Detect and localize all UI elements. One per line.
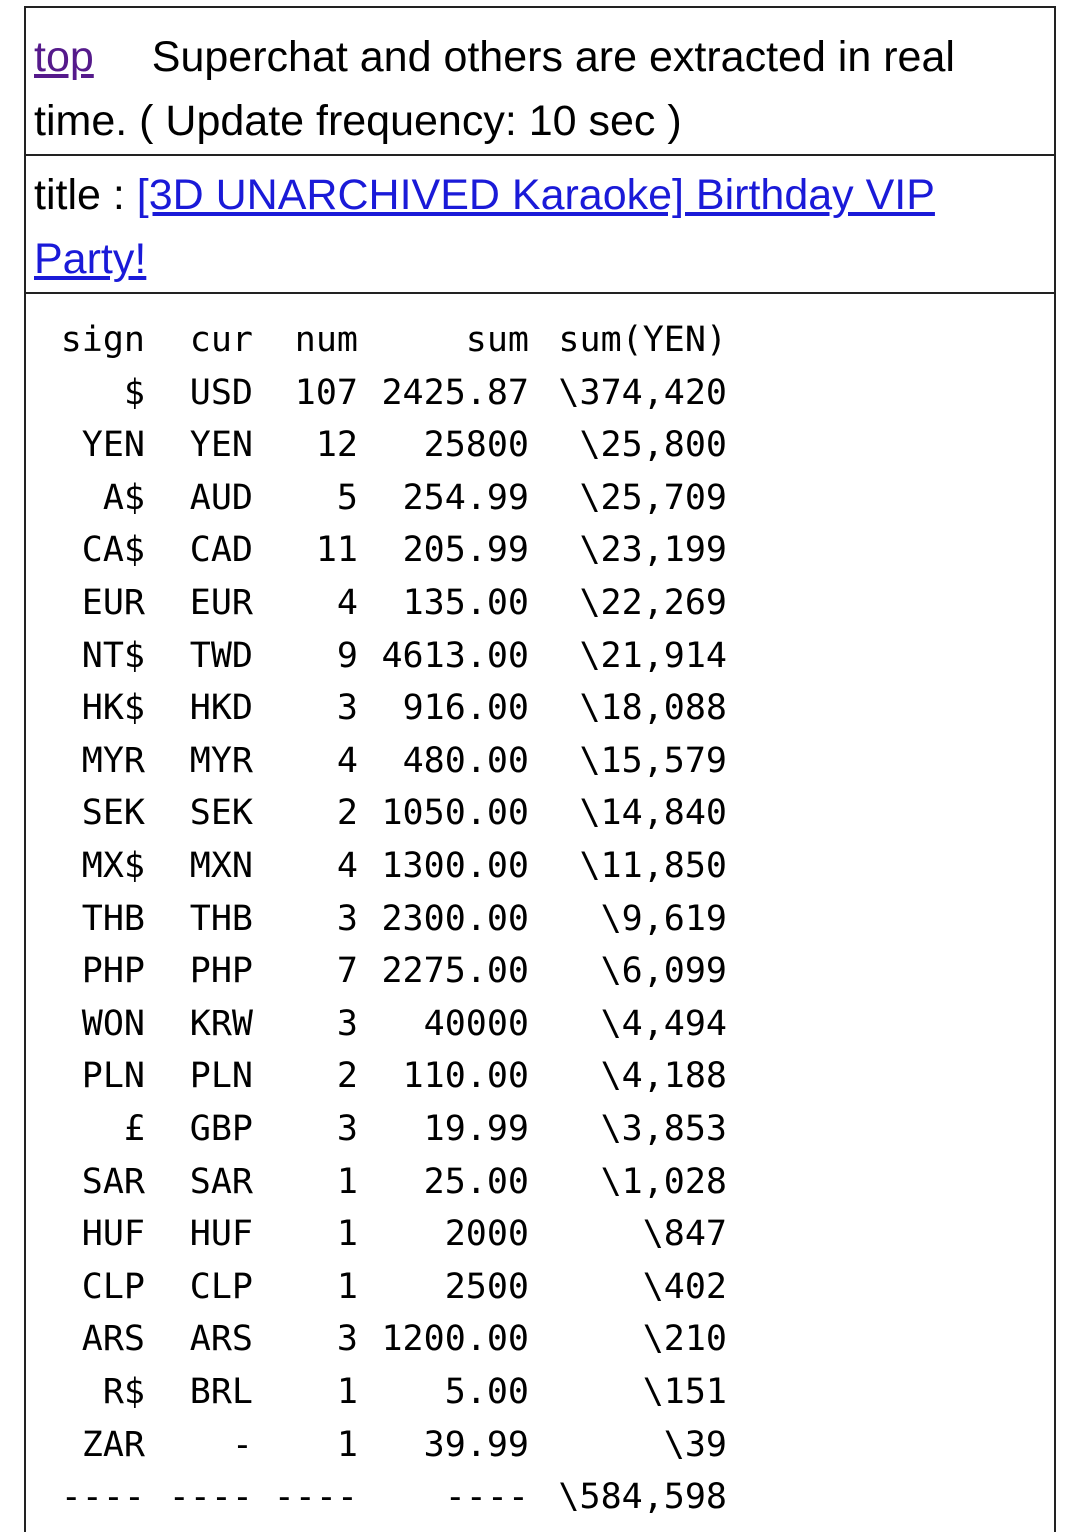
cell-cur: ARS (189, 1319, 253, 1360)
cell-cur: SAR (189, 1161, 253, 1202)
table-row (26, 945, 1054, 997)
title-line-2 (34, 234, 146, 284)
table-row (26, 1261, 1054, 1313)
cell-num: 4 (336, 846, 358, 886)
cell-cur: CLP (189, 1266, 253, 1307)
cell-sum-yen: \4,188 (600, 1056, 727, 1097)
cell-num: 7 (336, 951, 358, 992)
cell-num: 1 (336, 1161, 358, 1202)
cell-sum-yen: \23,199 (579, 530, 727, 571)
cell-sign: YEN (81, 425, 145, 466)
table-row (26, 840, 1054, 892)
cell-num: 1 (336, 1424, 358, 1465)
cell-sign: NT$ (81, 635, 145, 676)
cell-cur: - (231, 1424, 253, 1465)
cell-sum: 25.00 (423, 1161, 529, 1202)
cell-num: 5 (336, 477, 358, 518)
cell-sum: 480.00 (402, 740, 529, 781)
cell-sign: ARS (81, 1319, 145, 1360)
cell-cur: YEN (189, 425, 253, 466)
cell-num: 1 (336, 1372, 358, 1412)
cell-sum-yen: \25,800 (579, 425, 727, 466)
cell-sign: CA$ (81, 530, 145, 571)
cell-sign: ---- (60, 1477, 145, 1518)
table-row (26, 1208, 1054, 1260)
cell-sum: sum (465, 320, 529, 360)
cell-sum: 135.00 (402, 583, 529, 623)
cell-sum-yen: \1,028 (600, 1161, 727, 1202)
table-row (26, 630, 1054, 682)
cell-num: 1 (336, 1266, 358, 1307)
cell-sign: sign (60, 320, 145, 360)
cell-sign: PLN (81, 1056, 145, 1097)
cell-sum-yen: \374,420 (558, 372, 727, 413)
cell-sign: WON (81, 1003, 145, 1044)
cell-sum-yen: \210 (642, 1319, 727, 1360)
cell-cur: MXN (189, 846, 253, 886)
cell-sum-yen: \402 (642, 1266, 727, 1307)
cell-sum-yen: \25,709 (579, 477, 727, 518)
cell-num: 3 (336, 1003, 358, 1044)
cell-num: 107 (294, 372, 358, 413)
description-text: Superchat and others are extracted in real (151, 33, 955, 81)
cell-sum: 2300.00 (381, 898, 529, 939)
cell-cur: USD (189, 372, 253, 413)
table-row (26, 998, 1054, 1050)
table-row (26, 787, 1054, 839)
table-row (26, 1103, 1054, 1155)
table-row (26, 367, 1054, 419)
table-row (26, 893, 1054, 945)
cell-sum-yen: \847 (642, 1214, 727, 1255)
cell-num: 3 (336, 898, 358, 939)
table-row (26, 1366, 1054, 1418)
cell-num: 1 (336, 1214, 358, 1255)
cell-num: 11 (315, 530, 358, 571)
page-frame (24, 6, 1056, 1532)
cell-cur: KRW (189, 1003, 253, 1044)
cell-sign: THB (81, 898, 145, 939)
cell-sum: 4613.00 (381, 635, 529, 676)
cell-sum: 254.99 (402, 477, 529, 518)
cell-sum-yen: \14,840 (579, 793, 727, 834)
cell-cur: HUF (189, 1214, 253, 1255)
table-row (26, 1313, 1054, 1365)
table-row (26, 472, 1054, 524)
update-frequency-text: time. ( Update frequency: 10 sec ) (34, 97, 682, 145)
stream-title-link[interactable]: [3D UNARCHIVED Karaoke] Birthday VIP (136, 171, 935, 219)
cell-num: ---- (273, 1477, 358, 1518)
cell-sum: 205.99 (402, 530, 529, 571)
table-row (26, 524, 1054, 576)
cell-cur: PLN (189, 1056, 253, 1097)
cell-sign: HK$ (81, 688, 145, 729)
table-row (26, 1050, 1054, 1102)
cell-sum: 2500 (444, 1266, 529, 1307)
cell-sum-yen: sum(YEN) (558, 320, 727, 360)
cell-cur: BRL (189, 1372, 253, 1412)
title-line-1 (34, 170, 935, 220)
cell-sum-yen: \6,099 (600, 951, 727, 992)
cell-sum-yen: \22,269 (579, 583, 727, 623)
cell-num: 2 (336, 1056, 358, 1097)
table-row (26, 682, 1054, 734)
cell-sum: 1200.00 (381, 1319, 529, 1360)
cell-cur: EUR (189, 583, 253, 623)
cell-sign: PHP (81, 951, 145, 992)
cell-num: 9 (336, 635, 358, 676)
cell-sum: 5.00 (444, 1372, 529, 1412)
cell-sum: 2275.00 (381, 951, 529, 992)
stream-title-link-continued[interactable]: Party! (34, 235, 147, 283)
cell-sign: MX$ (81, 846, 145, 886)
cell-sum-yen: \18,088 (579, 688, 727, 729)
table-row (26, 419, 1054, 471)
cell-sum-yen: \11,850 (579, 846, 727, 886)
cell-sign: EUR (81, 583, 145, 623)
cell-cur: ---- (168, 1477, 253, 1518)
cell-num: 12 (315, 425, 358, 466)
cell-sum: 2425.87 (381, 372, 529, 413)
title-row (26, 156, 1054, 294)
cell-sum: 19.99 (423, 1109, 529, 1149)
cell-sign: £ (123, 1109, 145, 1149)
cell-sign: SEK (81, 793, 145, 834)
cell-cur: AUD (189, 477, 253, 518)
cell-sum-yen: \3,853 (600, 1109, 727, 1149)
top-link[interactable]: top (34, 33, 94, 81)
cell-num: 4 (336, 740, 358, 781)
cell-num: 4 (336, 583, 358, 623)
cell-sum: 1300.00 (381, 846, 529, 886)
cell-cur: MYR (189, 740, 253, 781)
table-row (26, 577, 1054, 629)
cell-sign: A$ (102, 477, 145, 518)
superchat-table (26, 294, 1054, 1518)
cell-sign: ZAR (81, 1424, 145, 1465)
table-header-row (26, 314, 1054, 366)
cell-sign: HUF (81, 1214, 145, 1255)
cell-sum-yen: \151 (642, 1372, 727, 1412)
cell-sum-yen: \4,494 (600, 1003, 727, 1044)
cell-sign: SAR (81, 1161, 145, 1202)
cell-cur: PHP (189, 951, 253, 992)
cell-cur: cur (189, 320, 253, 360)
cell-sum: 1050.00 (381, 793, 529, 834)
cell-sign: MYR (81, 740, 145, 781)
cell-sum-yen: \9,619 (600, 898, 727, 939)
cell-num: 3 (336, 1319, 358, 1360)
cell-num: 3 (336, 1109, 358, 1149)
header-line-1 (34, 32, 955, 82)
cell-sum: 25800 (423, 425, 529, 466)
cell-cur: GBP (189, 1109, 253, 1149)
cell-sign: CLP (81, 1266, 145, 1307)
cell-sum: 40000 (423, 1003, 529, 1044)
cell-sign: R$ (102, 1372, 145, 1412)
cell-sum-yen: \584,598 (558, 1477, 727, 1518)
cell-cur: HKD (189, 688, 253, 729)
cell-num: 2 (336, 793, 358, 834)
cell-sum: ---- (444, 1477, 529, 1518)
cell-sum: 2000 (444, 1214, 529, 1255)
cell-cur: THB (189, 898, 253, 939)
cell-sum-yen: \39 (663, 1424, 727, 1465)
cell-num: 3 (336, 688, 358, 729)
cell-cur: CAD (189, 530, 253, 571)
title-label: title : (34, 171, 137, 219)
cell-sum-yen: \21,914 (579, 635, 727, 676)
header-row (26, 8, 1054, 156)
cell-sign: $ (123, 372, 145, 413)
table-row (26, 1419, 1054, 1471)
table-row (26, 1156, 1054, 1208)
header-line-2 (34, 96, 682, 146)
cell-sum: 916.00 (402, 688, 529, 729)
cell-cur: TWD (189, 635, 253, 676)
cell-num: num (294, 320, 358, 360)
cell-sum: 39.99 (423, 1424, 529, 1465)
cell-sum-yen: \15,579 (579, 740, 727, 781)
cell-sum: 110.00 (402, 1056, 529, 1097)
cell-cur: SEK (189, 793, 253, 834)
table-total-row (26, 1471, 1054, 1523)
table-row (26, 735, 1054, 787)
